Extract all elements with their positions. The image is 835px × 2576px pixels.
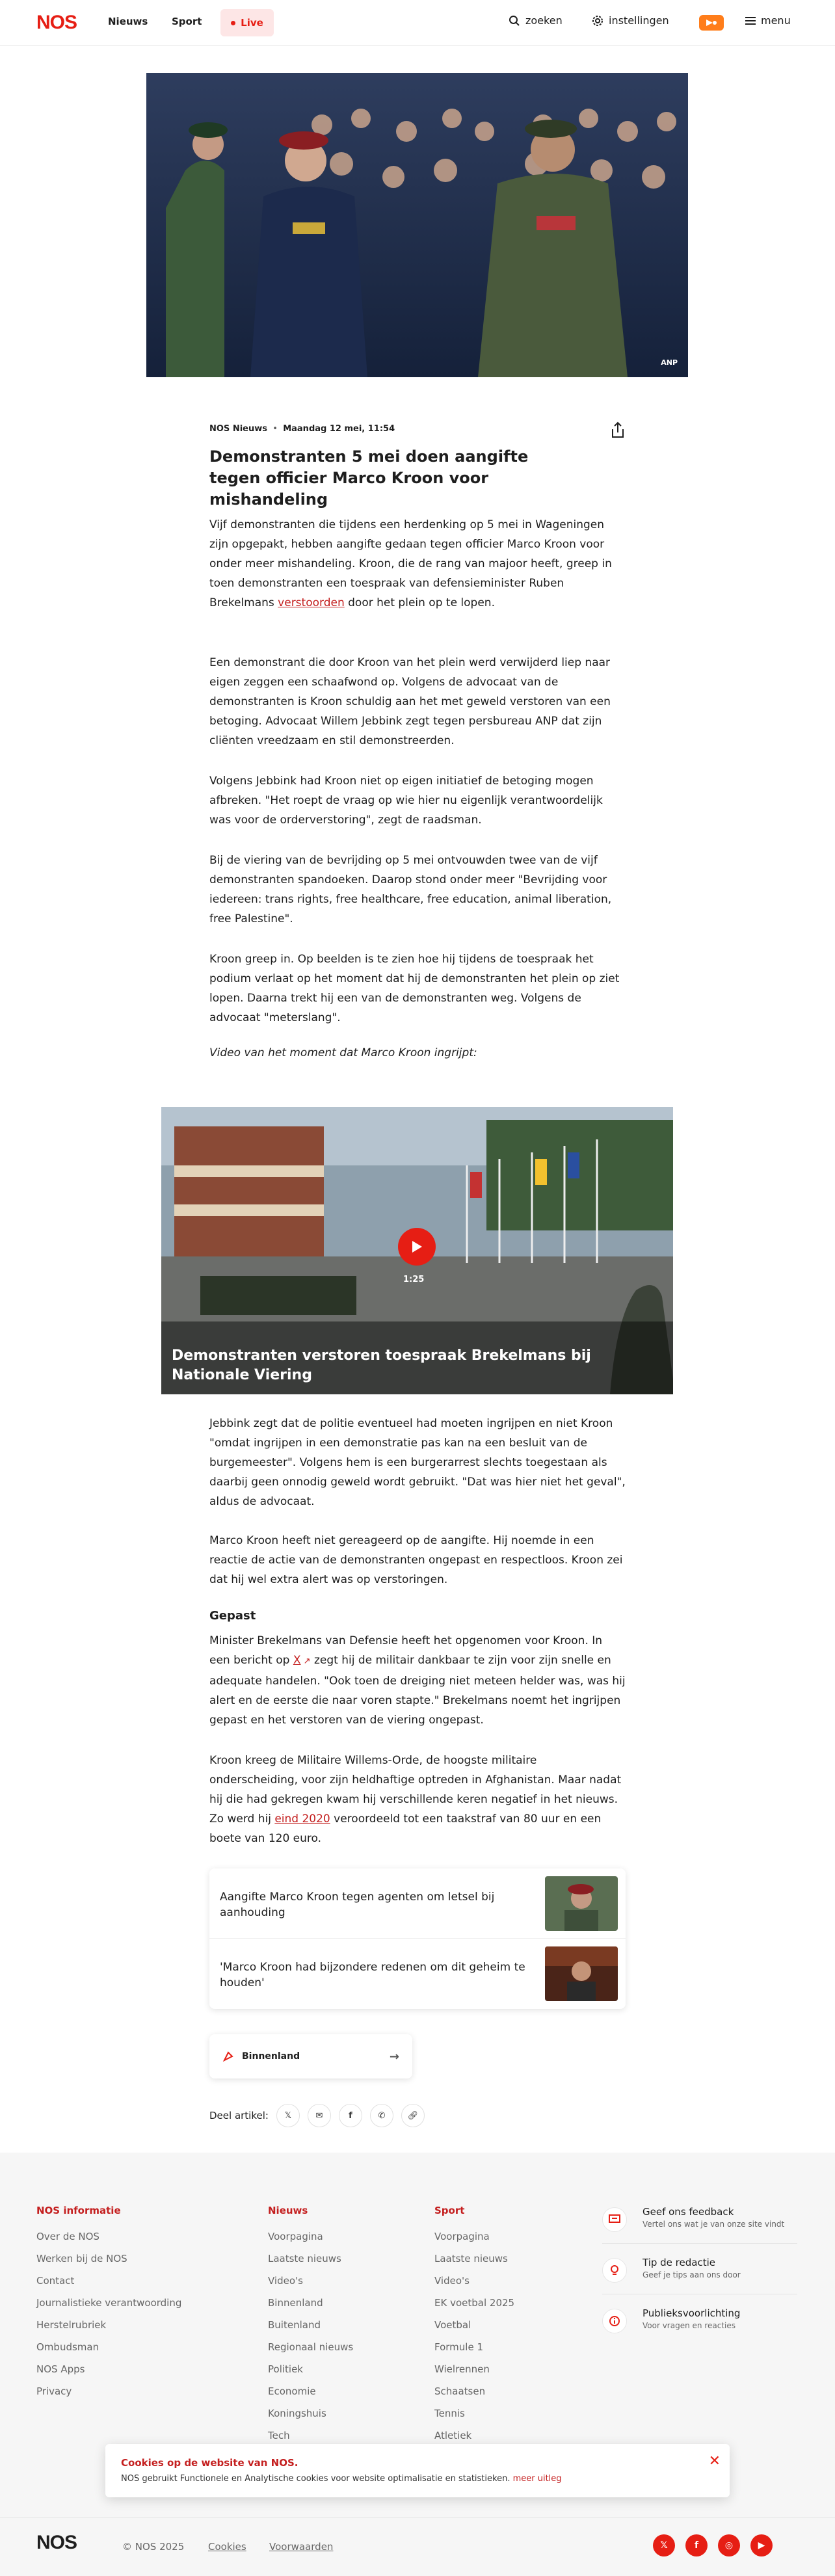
tip-box[interactable] [602, 2257, 797, 2294]
footer-link[interactable]: Video's [434, 2275, 470, 2287]
share-x-button[interactable] [276, 2104, 300, 2127]
search-button[interactable] [509, 14, 563, 27]
whatsapp-icon: ✆ [378, 2110, 386, 2121]
site-header [0, 0, 835, 46]
footer-link[interactable]: Privacy [36, 2385, 72, 2397]
footer-link[interactable]: Atletiek [434, 2430, 472, 2441]
footer-col-title: Sport [434, 2205, 465, 2216]
category-label: Binnenland [242, 2051, 300, 2062]
footer-link[interactable]: NOS Apps [36, 2363, 85, 2375]
category-tag[interactable] [209, 2034, 412, 2078]
cookie-more-link[interactable]: meer uitleg [512, 2474, 562, 2484]
info-box[interactable] [602, 2307, 797, 2345]
terms-link[interactable]: Voorwaarden [269, 2541, 334, 2553]
p1-text-b: door het plein op te lopen. [344, 596, 495, 609]
footer-link[interactable]: Wielrennen [434, 2363, 490, 2375]
photo-credit: ANP [661, 358, 678, 367]
p9-text-b: zegt hij de militair dankbaar te zijn voor zijn snelle en adequate handelen. "Ook toen de dreiging niet meteen helder was, was hij alert en de eerste die naar voren stapte." Brekelmans noemt het ingrijpen gepast en het verstoren van de viering ongepast. [209, 1654, 626, 1727]
footer-link[interactable]: Voorpagina [434, 2231, 490, 2242]
footer-col-title: Nieuws [268, 2205, 308, 2216]
nav-sport[interactable]: Sport [172, 16, 202, 27]
link-icon: 🔗︎ [407, 2110, 419, 2121]
tag-icon [222, 2051, 234, 2062]
footer-link[interactable]: Laatste nieuws [268, 2253, 341, 2264]
footer-link[interactable]: Koningshuis [268, 2408, 326, 2419]
hamburger-icon [745, 16, 756, 25]
footer-link[interactable]: Tennis [434, 2408, 465, 2419]
cookie-title: Cookies op de website van NOS. [121, 2457, 298, 2469]
facebook-icon: f [349, 2110, 352, 2121]
paragraph-10 [209, 1751, 626, 1848]
footer-link[interactable]: EK voetbal 2025 [434, 2297, 515, 2309]
link-verstoorden[interactable]: verstoorden [278, 596, 345, 609]
share-mail-button[interactable] [308, 2104, 331, 2127]
article-date: Maandag 12 mei, 11:54 [283, 424, 395, 434]
x-icon: 𝕏 [284, 2110, 292, 2121]
npo-icon [705, 18, 718, 27]
share-link-button[interactable] [401, 2104, 425, 2127]
footer-col-nieuws [268, 2205, 353, 2447]
box-subtitle: Voor vragen en reacties [643, 2321, 736, 2330]
menu-label: menu [761, 14, 791, 27]
related-item[interactable] [209, 1868, 626, 1939]
footer-link[interactable]: Binnenland [268, 2297, 323, 2309]
footer-link[interactable]: Ombudsman [36, 2341, 99, 2353]
video-title: Demonstranten verstoren toespraak Brekelmans bij Nationale Viering [172, 1348, 591, 1383]
x-social-icon[interactable]: 𝕏 [653, 2534, 675, 2556]
footer-col-info [36, 2205, 181, 2402]
share-label: Deel artikel: [209, 2110, 269, 2121]
related-title: 'Marco Kroon had bijzondere redenen om dit geheim te houden' [220, 1961, 525, 1989]
feedback-icon [602, 2207, 627, 2232]
footer-link[interactable]: Formule 1 [434, 2341, 483, 2353]
youtube-social-icon[interactable]: ▶ [750, 2534, 773, 2556]
footer-link[interactable]: Schaatsen [434, 2385, 486, 2397]
footer-col-title: NOS informatie [36, 2205, 121, 2216]
p10-text-b: veroordeeld tot een taakstraf van 80 uur en een boete van 120 euro. [209, 1812, 602, 1845]
subheading-gepast: Gepast [209, 1609, 256, 1623]
gear-icon [592, 15, 603, 27]
instagram-social-icon[interactable]: ◎ [718, 2534, 740, 2556]
hero-photo [146, 73, 688, 377]
share-facebook-button[interactable] [339, 2104, 362, 2127]
footer-link[interactable]: Economie [268, 2385, 316, 2397]
share-button[interactable] [609, 420, 627, 440]
search-label: zoeken [525, 14, 563, 27]
footer-link[interactable]: Regionaal nieuws [268, 2341, 354, 2353]
facebook-social-icon[interactable]: f [685, 2534, 708, 2556]
cookie-banner [105, 2444, 730, 2497]
related-articles [209, 1868, 626, 2009]
lightbulb-icon [602, 2258, 627, 2283]
nos-logo[interactable]: NOS [36, 12, 77, 33]
nav-nieuws[interactable]: Nieuws [108, 16, 148, 27]
footer-link[interactable]: Tech [268, 2430, 290, 2441]
arrow-right-icon: → [389, 2049, 399, 2064]
share-bar [209, 2104, 425, 2127]
cookie-description: NOS gebruikt Functionele en Analytische cookies voor website optimalisatie en statistieken. [121, 2474, 513, 2484]
footer-link[interactable]: Buitenland [268, 2319, 321, 2331]
footer-link[interactable]: Werken bij de NOS [36, 2253, 127, 2264]
paragraph-2: Een demonstrant die door Kroon van het plein werd verwijderd liep naar eigen zeggen een schaafwond op. Volgens de advocaat van de demonstranten is Kroon schuldig aan het met geweld verstoren van een betoging. Advocaat Willem Jebbink zegt tegen persbureau ANP dat zijn cliënten vreedzaam en stil demonstreerden. [209, 656, 611, 747]
box-subtitle: Geef je tips aan ons door [643, 2270, 741, 2279]
play-button[interactable] [398, 1228, 436, 1266]
copyright: © NOS 2025 [122, 2541, 185, 2553]
play-icon [410, 1240, 423, 1254]
article-source: NOS Nieuws [209, 424, 267, 434]
share-whatsapp-button[interactable] [370, 2104, 393, 2127]
info-icon [602, 2309, 627, 2333]
npo-logo[interactable] [699, 15, 724, 31]
article-title: Demonstranten 5 mei doen aangifte tegen officier Marco Kroon voor mishandeling [209, 447, 529, 509]
close-icon[interactable]: ✕ [708, 2453, 721, 2469]
footer-link[interactable]: Voorpagina [268, 2231, 323, 2242]
mail-icon: ✉ [315, 2110, 323, 2121]
paragraph-9 [209, 1631, 626, 1730]
cookies-link[interactable]: Cookies [208, 2541, 246, 2553]
bottom-bar [0, 2517, 835, 2576]
related-item[interactable] [209, 1939, 626, 2009]
video-duration: 1:25 [403, 1275, 425, 1284]
paragraph-5: Kroon greep in. Op beelden is te zien hoe hij tijdens de toespraak het podium verlaat op het moment dat hij de demonstranten het plein op ziet lopen. Daarna trekt hij een van de demonstranten weg. Volgens de advocaat "meterslang". [209, 953, 620, 1024]
link-eind-2020[interactable]: eind 2020 [274, 1812, 330, 1826]
link-x[interactable]: X [293, 1654, 301, 1667]
paragraph-7: Jebbink zegt dat de politie eventueel had moeten ingrijpen en niet Kroon "omdat ingrijpen in een demonstratie pas kan na een besluit van de burgemeester". Volgens hem is een burgerarrest slechts toegestaan als daarbij geen onnodig geweld wordt gebruikt. "Dat was hier niet het geval", aldus de advocaat. [209, 1417, 626, 1508]
related-thumbnail [545, 1876, 618, 1931]
footer-link[interactable]: Voetbal [434, 2319, 471, 2331]
footer-link[interactable]: Laatste nieuws [434, 2253, 508, 2264]
article-meta [209, 424, 395, 434]
p1-text-a: Vijf demonstranten die tijdens een herdenking op 5 mei in Wageningen zijn opgepakt, hebben aangifte gedaan tegen officier Marco Kroon voor onder meer mishandeling. Kroon, die de rang van majoor heeft, greep in toen demonstranten een toespraak van defensieminister Ruben Brekelmans [209, 518, 612, 609]
box-title: Publieksvoorlichting [643, 2307, 741, 2319]
box-title: Geef ons feedback [643, 2206, 734, 2218]
feedback-box[interactable] [602, 2206, 797, 2244]
paragraph-1 [209, 515, 626, 613]
settings-button[interactable] [592, 14, 669, 27]
paragraph-6: Video van het moment dat Marco Kroon ingrijpt: [209, 1046, 477, 1059]
paragraph-8: Marco Kroon heeft niet gereageerd op de aangifte. Hij noemde in een reactie de actie van de demonstranten ongepast en respectloos. Kroon zei dat hij wel extra alert was op verstoringen. [209, 1534, 623, 1586]
paragraph-4: Bij de viering van de bevrijding op 5 mei ontvouwden twee van de vijf demonstranten spandoeken. Daarop stond onder meer "Bevrijding voor iedereen: trans rights, free healthcare, free education, animal liberation, free Palestine". [209, 854, 612, 925]
p9-text-a: Minister Brekelmans van Defensie heeft het opgenomen voor Kroon. In een bericht op [209, 1634, 603, 1667]
footer-logo[interactable]: NOS [36, 2532, 77, 2553]
live-label: Live [241, 17, 263, 29]
box-subtitle: Vertel ons wat je van onze site vindt [643, 2220, 785, 2229]
search-icon [509, 15, 520, 27]
footer-col-sport [434, 2205, 514, 2447]
video-player[interactable] [161, 1107, 673, 1394]
live-dot-icon [231, 21, 235, 25]
footer-link[interactable]: Over de NOS [36, 2231, 99, 2242]
box-title: Tip de redactie [643, 2257, 715, 2268]
related-thumbnail [545, 1946, 618, 2001]
related-title: Aangifte Marco Kroon tegen agenten om letsel bij aanhouding [220, 1891, 495, 1919]
live-button[interactable] [220, 9, 274, 36]
footer-link[interactable]: Contact [36, 2275, 75, 2287]
meta-separator: • [270, 424, 281, 434]
menu-button[interactable] [745, 14, 791, 27]
p10-text-a: Kroon kreeg de Militaire Willems-Orde, de hoogste militaire onderscheiding, voor zijn heldhaftige optreden in Afghanistan. Maar nadat hij die had gekregen kwam hij verschillende keren negatief in het nieuws. Zo werd hij [209, 1754, 622, 1826]
footer-link[interactable]: Journalistieke verantwoording [36, 2297, 182, 2309]
settings-label: instellingen [609, 14, 669, 27]
external-link-icon: ↗ [300, 1656, 311, 1666]
footer-link[interactable]: Herstelrubriek [36, 2319, 107, 2331]
footer-link[interactable]: Video's [268, 2275, 303, 2287]
paragraph-3: Volgens Jebbink had Kroon niet op eigen initiatief de betoging mogen afbreken. "Het roept de vraag op wie hier nu eigenlijk verantwoordelijk was voor de orderverstoring", zegt de raadsman. [209, 775, 603, 827]
hero-image [146, 73, 688, 377]
share-icon [609, 420, 627, 440]
footer-link[interactable]: Politiek [268, 2363, 303, 2375]
cookie-text [121, 2474, 562, 2484]
